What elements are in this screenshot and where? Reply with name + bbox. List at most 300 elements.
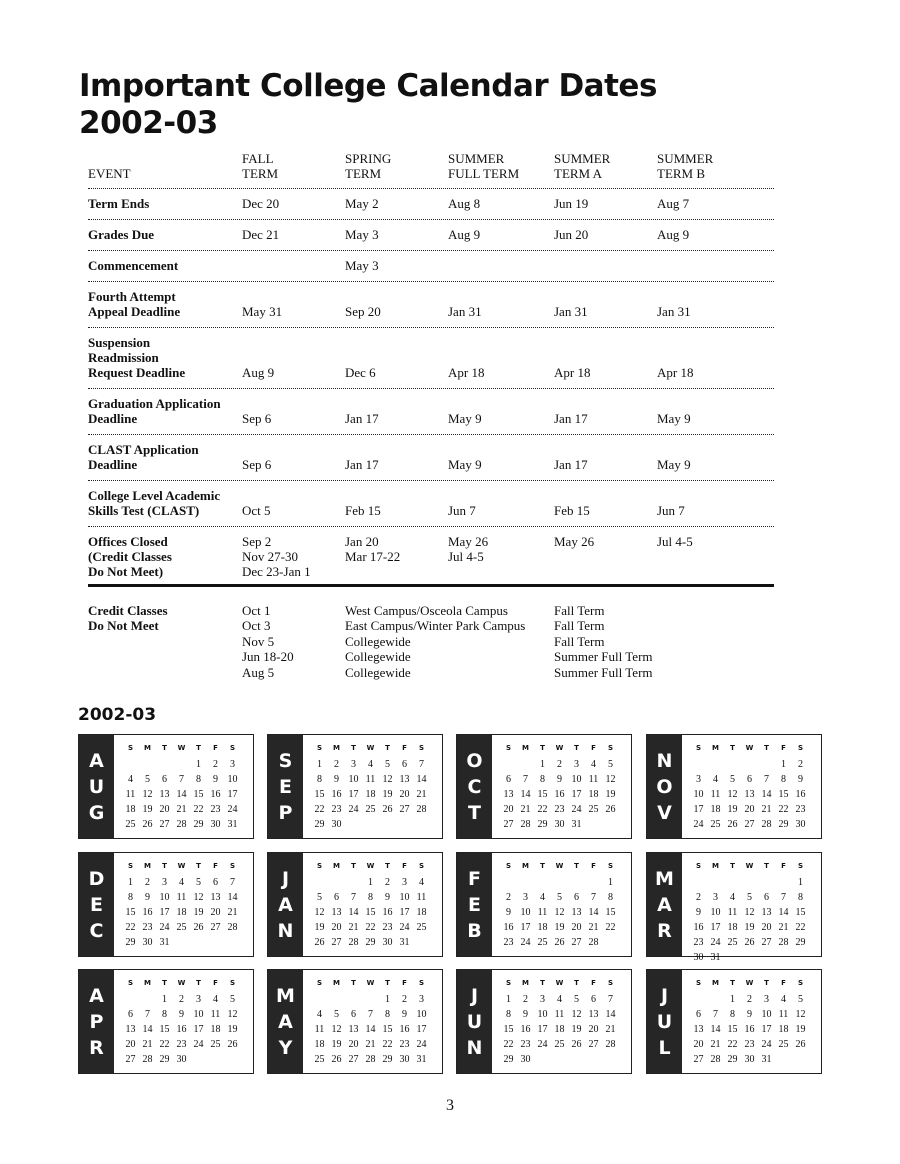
day-header: T xyxy=(385,979,390,987)
day-header: W xyxy=(177,862,186,870)
day-number: 19 xyxy=(605,789,616,800)
day-number: 13 xyxy=(399,774,410,785)
day-number: 1 xyxy=(608,877,613,888)
day-number: 30 xyxy=(382,937,393,948)
month-calendar-feb xyxy=(456,852,632,957)
day-number: 9 xyxy=(557,774,562,785)
day-number: 5 xyxy=(334,1009,339,1020)
table-row xyxy=(88,389,774,435)
day-number: 20 xyxy=(159,804,170,815)
day-number: 25 xyxy=(778,1039,789,1050)
month-calendar-sep xyxy=(267,734,443,839)
day-number: 12 xyxy=(605,774,616,785)
table-cell: May 3 xyxy=(345,258,379,273)
day-number: 1 xyxy=(540,759,545,770)
day-number: 28 xyxy=(348,937,359,948)
empty-day xyxy=(758,875,775,890)
table-header xyxy=(88,150,774,189)
day-number: 16 xyxy=(520,1024,531,1035)
day-number: 18 xyxy=(537,922,548,933)
day-number: 8 xyxy=(196,774,201,785)
day-number: 10 xyxy=(159,892,170,903)
column-header: SPRING TERM xyxy=(345,151,392,181)
day-number: 6 xyxy=(574,892,579,903)
day-header: T xyxy=(574,979,579,987)
day-header: F xyxy=(213,979,218,987)
day-header: W xyxy=(177,979,186,987)
table-row xyxy=(88,435,774,481)
event-dates-table xyxy=(88,150,774,579)
month-name xyxy=(457,970,492,1073)
day-number: 14 xyxy=(761,789,772,800)
day-number: 3 xyxy=(196,994,201,1005)
day-header: M xyxy=(522,744,529,752)
day-number: 17 xyxy=(537,1024,548,1035)
day-number: 31 xyxy=(227,819,238,830)
day-grid xyxy=(122,860,241,950)
day-number: 25 xyxy=(314,1054,325,1065)
month-calendar-jun xyxy=(456,969,632,1074)
day-number: 5 xyxy=(574,994,579,1005)
empty-day xyxy=(551,875,568,890)
section-divider xyxy=(88,584,774,587)
day-number: 23 xyxy=(693,937,704,948)
table-cell: Jan 31 xyxy=(554,304,588,319)
day-header: T xyxy=(385,862,390,870)
day-number: 19 xyxy=(727,804,738,815)
day-number: 11 xyxy=(537,907,548,918)
day-header: F xyxy=(591,862,596,870)
table-cell: May 2 xyxy=(345,196,379,211)
day-header: M xyxy=(333,862,340,870)
month-letter: U xyxy=(466,1010,483,1033)
day-number: 30 xyxy=(744,1054,755,1065)
day-header: W xyxy=(745,744,754,752)
day-number: 2 xyxy=(334,759,339,770)
month-name xyxy=(647,853,682,956)
day-number: 11 xyxy=(554,1009,565,1020)
day-number: 25 xyxy=(588,804,599,815)
day-number: 10 xyxy=(710,907,721,918)
day-number: 16 xyxy=(142,907,153,918)
empty-day xyxy=(724,757,741,772)
day-number: 28 xyxy=(778,937,789,948)
day-number: 23 xyxy=(382,922,393,933)
day-header: T xyxy=(764,862,769,870)
day-number: 12 xyxy=(331,1024,342,1035)
day-number: 29 xyxy=(382,1054,393,1065)
table-cell: Aug 9 xyxy=(448,227,481,242)
day-number: 21 xyxy=(778,922,789,933)
empty-day xyxy=(122,992,139,1007)
month-letter: A xyxy=(278,893,293,916)
day-number: 5 xyxy=(230,994,235,1005)
table-cell: Jan 17 xyxy=(554,411,588,426)
empty-day xyxy=(707,992,724,1007)
day-number: 9 xyxy=(506,907,511,918)
day-number: 11 xyxy=(176,892,187,903)
day-number: 1 xyxy=(798,877,803,888)
month-calendar-mar xyxy=(646,852,822,963)
day-number: 11 xyxy=(365,774,376,785)
day-number: 17 xyxy=(520,922,531,933)
day-number: 29 xyxy=(159,1054,170,1065)
day-number: 26 xyxy=(331,1054,342,1065)
table-cell: May 31 xyxy=(242,304,283,319)
day-number: 18 xyxy=(727,922,738,933)
day-header: M xyxy=(522,979,529,987)
month-letter: F xyxy=(468,867,481,890)
day-number: 5 xyxy=(145,774,150,785)
empty-day xyxy=(707,757,724,772)
day-header: S xyxy=(229,744,236,752)
month-letter: A xyxy=(89,749,104,772)
day-number: 27 xyxy=(744,819,755,830)
day-number: 7 xyxy=(351,892,356,903)
day-header: F xyxy=(781,979,786,987)
day-header: T xyxy=(196,979,201,987)
day-header: T xyxy=(540,744,545,752)
day-number: 10 xyxy=(416,1009,427,1020)
calendar-heading: 2002-03 xyxy=(78,705,157,725)
day-grid xyxy=(500,977,619,1067)
day-number: 7 xyxy=(368,1009,373,1020)
empty-day xyxy=(741,757,758,772)
month-calendar-nov xyxy=(646,734,822,839)
day-header: S xyxy=(797,979,804,987)
day-number: 2 xyxy=(213,759,218,770)
month-calendar-apr xyxy=(78,969,254,1074)
day-number: 12 xyxy=(554,907,565,918)
table-row xyxy=(88,282,774,328)
day-number: 9 xyxy=(402,1009,407,1020)
day-number: 23 xyxy=(331,804,342,815)
empty-day xyxy=(517,875,534,890)
day-header: S xyxy=(316,744,323,752)
day-number: 31 xyxy=(761,1054,772,1065)
day-number: 20 xyxy=(571,922,582,933)
day-header: W xyxy=(366,979,375,987)
month-letter: N xyxy=(277,919,294,942)
day-number: 22 xyxy=(795,922,806,933)
day-number: 17 xyxy=(761,1024,772,1035)
day-grid xyxy=(690,977,809,1067)
day-header: T xyxy=(730,979,735,987)
day-number: 30 xyxy=(210,819,221,830)
day-number: 25 xyxy=(416,922,427,933)
table-cell: Feb 15 xyxy=(554,503,590,518)
day-number: 4 xyxy=(179,877,184,888)
month-name xyxy=(268,735,303,838)
day-grid xyxy=(690,742,809,832)
month-letter: S xyxy=(278,749,293,772)
day-number: 3 xyxy=(419,994,424,1005)
day-number: 27 xyxy=(331,937,342,948)
day-header: T xyxy=(730,744,735,752)
day-header: W xyxy=(555,744,564,752)
day-number: 11 xyxy=(416,892,427,903)
day-number: 16 xyxy=(795,789,806,800)
month-letter: E xyxy=(279,775,292,798)
month-letter: A xyxy=(657,893,672,916)
day-number: 31 xyxy=(159,937,170,948)
day-header: F xyxy=(402,979,407,987)
day-number: 20 xyxy=(125,1039,136,1050)
month-letter: C xyxy=(467,775,482,798)
day-number: 27 xyxy=(348,1054,359,1065)
day-number: 19 xyxy=(331,1039,342,1050)
day-number: 8 xyxy=(162,1009,167,1020)
day-number: 16 xyxy=(693,922,704,933)
event-name: Fourth Attempt Appeal Deadline xyxy=(88,289,181,319)
table-cell: May 26 xyxy=(554,534,595,549)
day-number: 22 xyxy=(125,922,136,933)
day-number: 5 xyxy=(730,774,735,785)
month-letter: J xyxy=(470,984,479,1007)
day-number: 15 xyxy=(382,1024,393,1035)
table-cell: Jan 17 xyxy=(554,457,588,472)
day-number: 13 xyxy=(571,907,582,918)
table-cell: May 9 xyxy=(448,411,482,426)
day-number: 24 xyxy=(399,922,410,933)
month-letter: N xyxy=(466,1036,483,1059)
day-number: 19 xyxy=(795,1024,806,1035)
day-number: 5 xyxy=(317,892,322,903)
table-cell: May 3 xyxy=(345,227,379,242)
day-header: S xyxy=(607,979,614,987)
day-number: 26 xyxy=(571,1039,582,1050)
day-header: F xyxy=(781,862,786,870)
day-number: 7 xyxy=(764,774,769,785)
day-number: 24 xyxy=(571,804,582,815)
column-header: FALL TERM xyxy=(242,151,279,181)
day-header: S xyxy=(695,744,702,752)
day-number: 15 xyxy=(193,789,204,800)
day-number: 12 xyxy=(314,907,325,918)
day-number: 1 xyxy=(317,759,322,770)
day-number: 25 xyxy=(125,819,136,830)
day-number: 3 xyxy=(764,994,769,1005)
day-number: 11 xyxy=(778,1009,789,1020)
day-number: 4 xyxy=(781,994,786,1005)
table-cell: Dec 20 xyxy=(242,196,280,211)
month-name xyxy=(457,735,492,838)
day-number: 21 xyxy=(142,1039,153,1050)
table-row xyxy=(88,328,774,389)
day-header: S xyxy=(127,862,134,870)
day-header: W xyxy=(745,979,754,987)
month-letter: T xyxy=(468,801,481,824)
table-cell: Sep 6 xyxy=(242,411,272,426)
day-number: 16 xyxy=(554,789,565,800)
day-header: T xyxy=(574,862,579,870)
day-number: 17 xyxy=(348,789,359,800)
day-number: 20 xyxy=(399,789,410,800)
day-number: 14 xyxy=(416,774,427,785)
month-letter: V xyxy=(657,801,672,824)
month-letter: D xyxy=(88,867,105,890)
event-name: Suspension Readmission Request Deadline xyxy=(88,335,186,380)
day-number: 8 xyxy=(128,892,133,903)
day-number: 31 xyxy=(571,819,582,830)
month-name xyxy=(457,853,492,956)
day-header: S xyxy=(505,862,512,870)
empty-day xyxy=(345,875,362,890)
table-cell: Sep 2 Nov 27-30 Dec 23-Jan 1 xyxy=(242,534,311,579)
day-grid xyxy=(122,977,241,1067)
day-number: 7 xyxy=(713,1009,718,1020)
day-number: 10 xyxy=(761,1009,772,1020)
day-number: 19 xyxy=(744,922,755,933)
day-header: S xyxy=(316,862,323,870)
day-number: 21 xyxy=(710,1039,721,1050)
empty-day xyxy=(775,875,792,890)
day-number: 18 xyxy=(314,1039,325,1050)
day-number: 23 xyxy=(503,937,514,948)
day-header: S xyxy=(418,862,425,870)
day-header: M xyxy=(712,744,719,752)
day-number: 13 xyxy=(210,892,221,903)
day-number: 23 xyxy=(176,1039,187,1050)
day-number: 16 xyxy=(210,789,221,800)
event-name: College Level Academic Skills Test (CLAST) xyxy=(88,488,221,518)
day-number: 4 xyxy=(368,759,373,770)
day-number: 12 xyxy=(727,789,738,800)
day-number: 3 xyxy=(402,877,407,888)
month-letter: E xyxy=(468,893,481,916)
empty-day xyxy=(345,992,362,1007)
day-number: 4 xyxy=(317,1009,322,1020)
day-number: 12 xyxy=(571,1009,582,1020)
month-letter: J xyxy=(660,984,669,1007)
day-number: 2 xyxy=(145,877,150,888)
day-header: M xyxy=(144,744,151,752)
day-number: 1 xyxy=(730,994,735,1005)
day-number: 15 xyxy=(125,907,136,918)
day-number: 11 xyxy=(125,789,136,800)
month-calendar-jul xyxy=(646,969,822,1074)
day-number: 9 xyxy=(747,1009,752,1020)
day-header: W xyxy=(366,862,375,870)
day-number: 12 xyxy=(382,774,393,785)
day-number: 24 xyxy=(761,1039,772,1050)
day-number: 26 xyxy=(314,937,325,948)
table-cell: Jan 31 xyxy=(448,304,482,319)
table-cell: Jun 7 xyxy=(448,503,476,518)
empty-day xyxy=(690,875,707,890)
day-number: 13 xyxy=(503,789,514,800)
day-header: F xyxy=(591,744,596,752)
day-number: 15 xyxy=(795,907,806,918)
day-number: 12 xyxy=(193,892,204,903)
day-number: 17 xyxy=(227,789,238,800)
month-letter: M xyxy=(655,867,674,890)
day-number: 25 xyxy=(176,922,187,933)
day-number: 2 xyxy=(798,759,803,770)
column-header: EVENT xyxy=(88,166,131,181)
day-number: 20 xyxy=(693,1039,704,1050)
day-number: 11 xyxy=(210,1009,221,1020)
month-letter: U xyxy=(656,1010,673,1033)
month-letter: E xyxy=(90,893,103,916)
day-number: 13 xyxy=(331,907,342,918)
empty-day xyxy=(724,875,741,890)
day-header: T xyxy=(764,979,769,987)
month-name xyxy=(79,735,114,838)
day-number: 6 xyxy=(506,774,511,785)
day-number: 9 xyxy=(385,892,390,903)
day-number: 25 xyxy=(710,819,721,830)
day-number: 24 xyxy=(159,922,170,933)
day-number: 15 xyxy=(503,1024,514,1035)
event-name: Term Ends xyxy=(88,196,150,211)
day-number: 6 xyxy=(764,892,769,903)
day-number: 13 xyxy=(693,1024,704,1035)
day-number: 5 xyxy=(747,892,752,903)
day-number: 4 xyxy=(540,892,545,903)
day-header: F xyxy=(213,744,218,752)
day-number: 14 xyxy=(142,1024,153,1035)
day-number: 26 xyxy=(605,804,616,815)
day-number: 24 xyxy=(227,804,238,815)
day-number: 27 xyxy=(399,804,410,815)
day-number: 14 xyxy=(588,907,599,918)
day-header: T xyxy=(196,744,201,752)
day-number: 9 xyxy=(798,774,803,785)
day-number: 7 xyxy=(179,774,184,785)
table-cell: May 26 Jul 4-5 xyxy=(448,534,489,564)
event-name: CLAST Application Deadline xyxy=(88,442,199,472)
day-number: 30 xyxy=(142,937,153,948)
day-number: 18 xyxy=(125,804,136,815)
day-number: 31 xyxy=(399,937,410,948)
day-number: 19 xyxy=(571,1024,582,1035)
day-number: 10 xyxy=(193,1009,204,1020)
day-header: T xyxy=(351,744,356,752)
table-row xyxy=(88,527,774,579)
table-cell: Sep 6 xyxy=(242,457,272,472)
day-number: 4 xyxy=(713,774,718,785)
day-number: 3 xyxy=(523,892,528,903)
day-number: 26 xyxy=(744,937,755,948)
day-number: 20 xyxy=(588,1024,599,1035)
table-cell: May 9 xyxy=(448,457,482,472)
day-number: 14 xyxy=(348,907,359,918)
day-number: 29 xyxy=(727,1054,738,1065)
day-number: 18 xyxy=(710,804,721,815)
day-number: 2 xyxy=(402,994,407,1005)
column-header: SUMMER TERM A xyxy=(554,151,611,181)
month-name xyxy=(268,970,303,1073)
day-header: T xyxy=(162,862,167,870)
month-letter: B xyxy=(467,919,482,942)
day-number: 6 xyxy=(591,994,596,1005)
day-header: S xyxy=(418,979,425,987)
table-cell: Apr 18 xyxy=(448,365,485,380)
day-grid xyxy=(690,860,809,965)
month-letter: L xyxy=(658,1036,671,1059)
day-number: 25 xyxy=(554,1039,565,1050)
day-number: 22 xyxy=(314,804,325,815)
day-number: 29 xyxy=(314,819,325,830)
day-number: 20 xyxy=(761,922,772,933)
day-number: 20 xyxy=(744,804,755,815)
day-number: 18 xyxy=(554,1024,565,1035)
day-header: F xyxy=(781,744,786,752)
day-header: M xyxy=(333,744,340,752)
table-cell: Apr 18 xyxy=(657,365,694,380)
empty-day xyxy=(173,757,190,772)
